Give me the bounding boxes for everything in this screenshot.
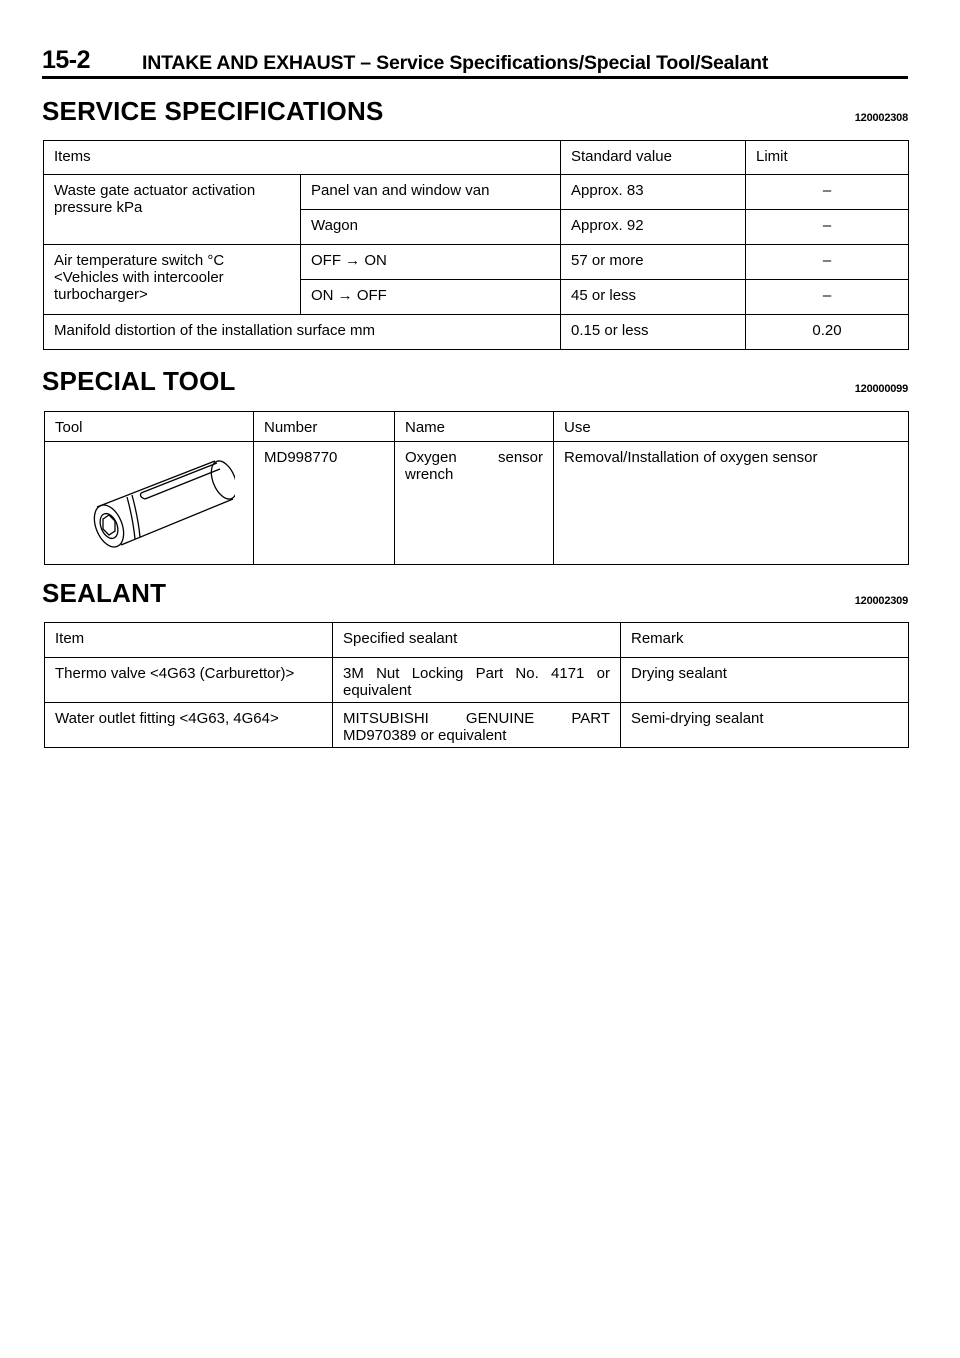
table-row	[45, 442, 909, 565]
spec-item-manifold: Manifold distortion of the installation surface mm	[44, 315, 561, 350]
oxygen-sensor-wrench-illustration	[75, 449, 235, 549]
spec-item-waste-gate: Waste gate actuator activation pressure kPa	[44, 175, 301, 245]
header-rule	[42, 76, 908, 79]
spec-standard: 0.15 or less	[561, 315, 746, 350]
spec-limit: –	[746, 175, 909, 210]
spec-condition: OFF → ON	[301, 245, 561, 280]
spec-limit: –	[746, 210, 909, 245]
sealant-table	[44, 622, 909, 748]
sealant-heading: SEALANT	[42, 578, 167, 608]
sealant-item: Water outlet fitting <4G63, 4G64>	[45, 703, 333, 748]
page-header	[42, 44, 908, 80]
table-row	[44, 175, 909, 210]
table-header-row	[45, 623, 909, 658]
tool-name-line: wrench	[405, 466, 454, 483]
spec-limit: 0.20	[746, 315, 909, 350]
sealant-specified-line: MITSUBISHI GENUINE PART	[343, 710, 610, 727]
column-header: Items	[44, 141, 561, 175]
column-header: Name	[395, 412, 554, 442]
spec-standard: 57 or more	[561, 245, 746, 280]
page-title: INTAKE AND EXHAUST – Service Specifications/Special Tool/Sealant	[142, 52, 769, 74]
sealant-remark: Semi-drying sealant	[621, 703, 909, 748]
spec-condition: Wagon	[301, 210, 561, 245]
sealant-specified-line: equivalent	[343, 682, 412, 699]
sealant-remark: Drying sealant	[621, 658, 909, 703]
sealant-item: Thermo valve <4G63 (Carburettor)>	[45, 658, 333, 703]
spec-limit: –	[746, 280, 909, 315]
spec-standard: Approx. 92	[561, 210, 746, 245]
table-header-row	[44, 141, 909, 175]
spec-limit: –	[746, 245, 909, 280]
special-tool-code: 120000099	[854, 383, 908, 395]
sealant-code: 120002309	[854, 595, 908, 607]
sealant-specified-cell	[333, 703, 621, 748]
service-specifications-table	[43, 140, 909, 350]
tool-illustration-cell	[45, 442, 254, 565]
spec-standard: Approx. 83	[561, 175, 746, 210]
tool-name-cell	[395, 442, 554, 565]
table-row	[45, 658, 909, 703]
tool-number: MD998770	[254, 442, 395, 565]
tool-use: Removal/Installation of oxygen sensor	[554, 442, 909, 565]
table-row	[45, 703, 909, 748]
service-specifications-heading: SERVICE SPECIFICATIONS	[42, 96, 384, 126]
sealant-specified-line: MD970389 or equivalent	[343, 727, 507, 744]
column-header: Use	[554, 412, 909, 442]
sealant-specified-cell	[333, 658, 621, 703]
table-row	[44, 245, 909, 280]
column-header: Standard value	[561, 141, 746, 175]
spec-condition: ON → OFF	[301, 280, 561, 315]
sealant-specified-line: 3M Nut Locking Part No. 4171 or	[343, 665, 610, 682]
spec-standard: 45 or less	[561, 280, 746, 315]
table-row	[44, 315, 909, 350]
column-header: Tool	[45, 412, 254, 442]
special-tool-heading: SPECIAL TOOL	[42, 366, 236, 396]
special-tool-table	[44, 411, 909, 565]
table-header-row	[45, 412, 909, 442]
page-number: 15-2	[42, 46, 91, 74]
column-header: Limit	[746, 141, 909, 175]
spec-condition: Panel van and window van	[301, 175, 561, 210]
tool-name-line: Oxygen sensor	[405, 449, 543, 466]
service-specifications-code: 120002308	[854, 112, 908, 124]
column-header: Specified sealant	[333, 623, 621, 658]
spec-item-air-temperature: Air temperature switch °C <Vehicles with intercooler turbocharger>	[44, 245, 301, 315]
column-header: Number	[254, 412, 395, 442]
column-header: Remark	[621, 623, 909, 658]
column-header: Item	[45, 623, 333, 658]
